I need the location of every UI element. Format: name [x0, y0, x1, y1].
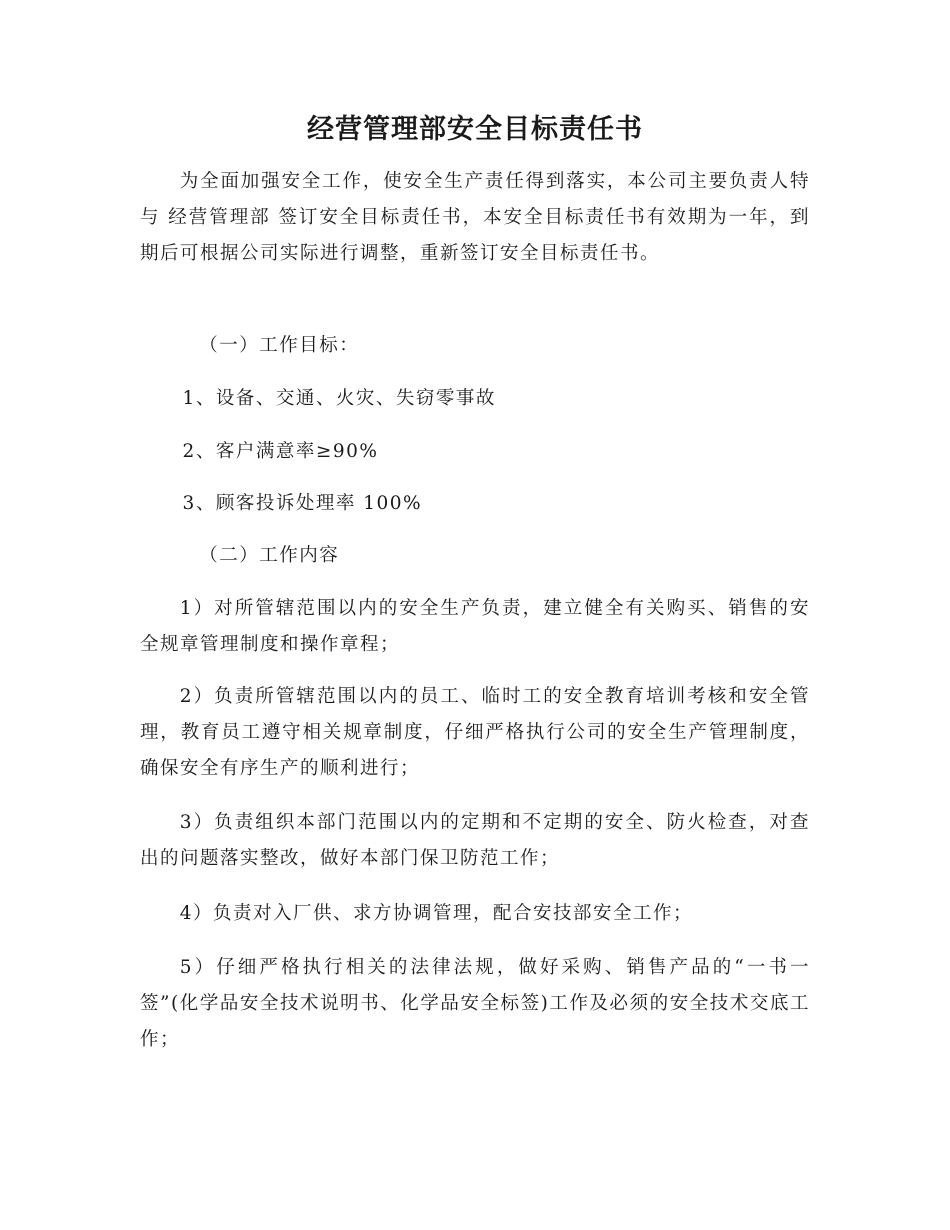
intro-paragraph: 为全面加强安全工作，使安全生产责任得到落实，本公司主要负责人特与 经营管理部 签订安全目标责任书，本安全目标责任书有效期为一年，到期后可根据公司实际进行调整，重新签订安全目标责任书。 — [140, 171, 810, 264]
content-item: 5）仔细严格执行相关的法律法规，做好采购、销售产品的“一书一签”(化学品安全技术说明书、化学品安全标签)工作及必须的安全技术交底工作； — [140, 957, 810, 1050]
content-item: 3）负责组织本部门范围以内的定期和不定期的安全、防火检查，对查出的问题落实整改，做好本部门保卫防范工作； — [140, 812, 810, 869]
content-item: 2）负责所管辖范围以内的员工、临时工的安全教育培训考核和安全管理，教育员工遵守相关规章制度，仔细严格执行公司的安全生产管理制度，确保安全有序生产的顺利进行； — [140, 686, 810, 779]
goal-item: 1、设备、交通、火灾、失窃零事故 — [182, 388, 496, 409]
content-item: 4）负责对入厂供、求方协调管理，配合安技部安全工作； — [179, 903, 694, 924]
content-item: 1）对所管辖范围以内的安全生产负责，建立健全有关购买、销售的安全规章管理制度和操作章程； — [140, 598, 810, 655]
section-heading-contents: （二）工作内容 — [199, 545, 340, 566]
goal-item: 3、顾客投诉处理率 100% — [182, 493, 423, 514]
document-title: 经营管理部安全目标责任书 — [307, 114, 643, 145]
goal-item: 2、客户满意率≥90% — [182, 441, 379, 462]
section-heading-goals: （一）工作目标： — [199, 335, 360, 356]
